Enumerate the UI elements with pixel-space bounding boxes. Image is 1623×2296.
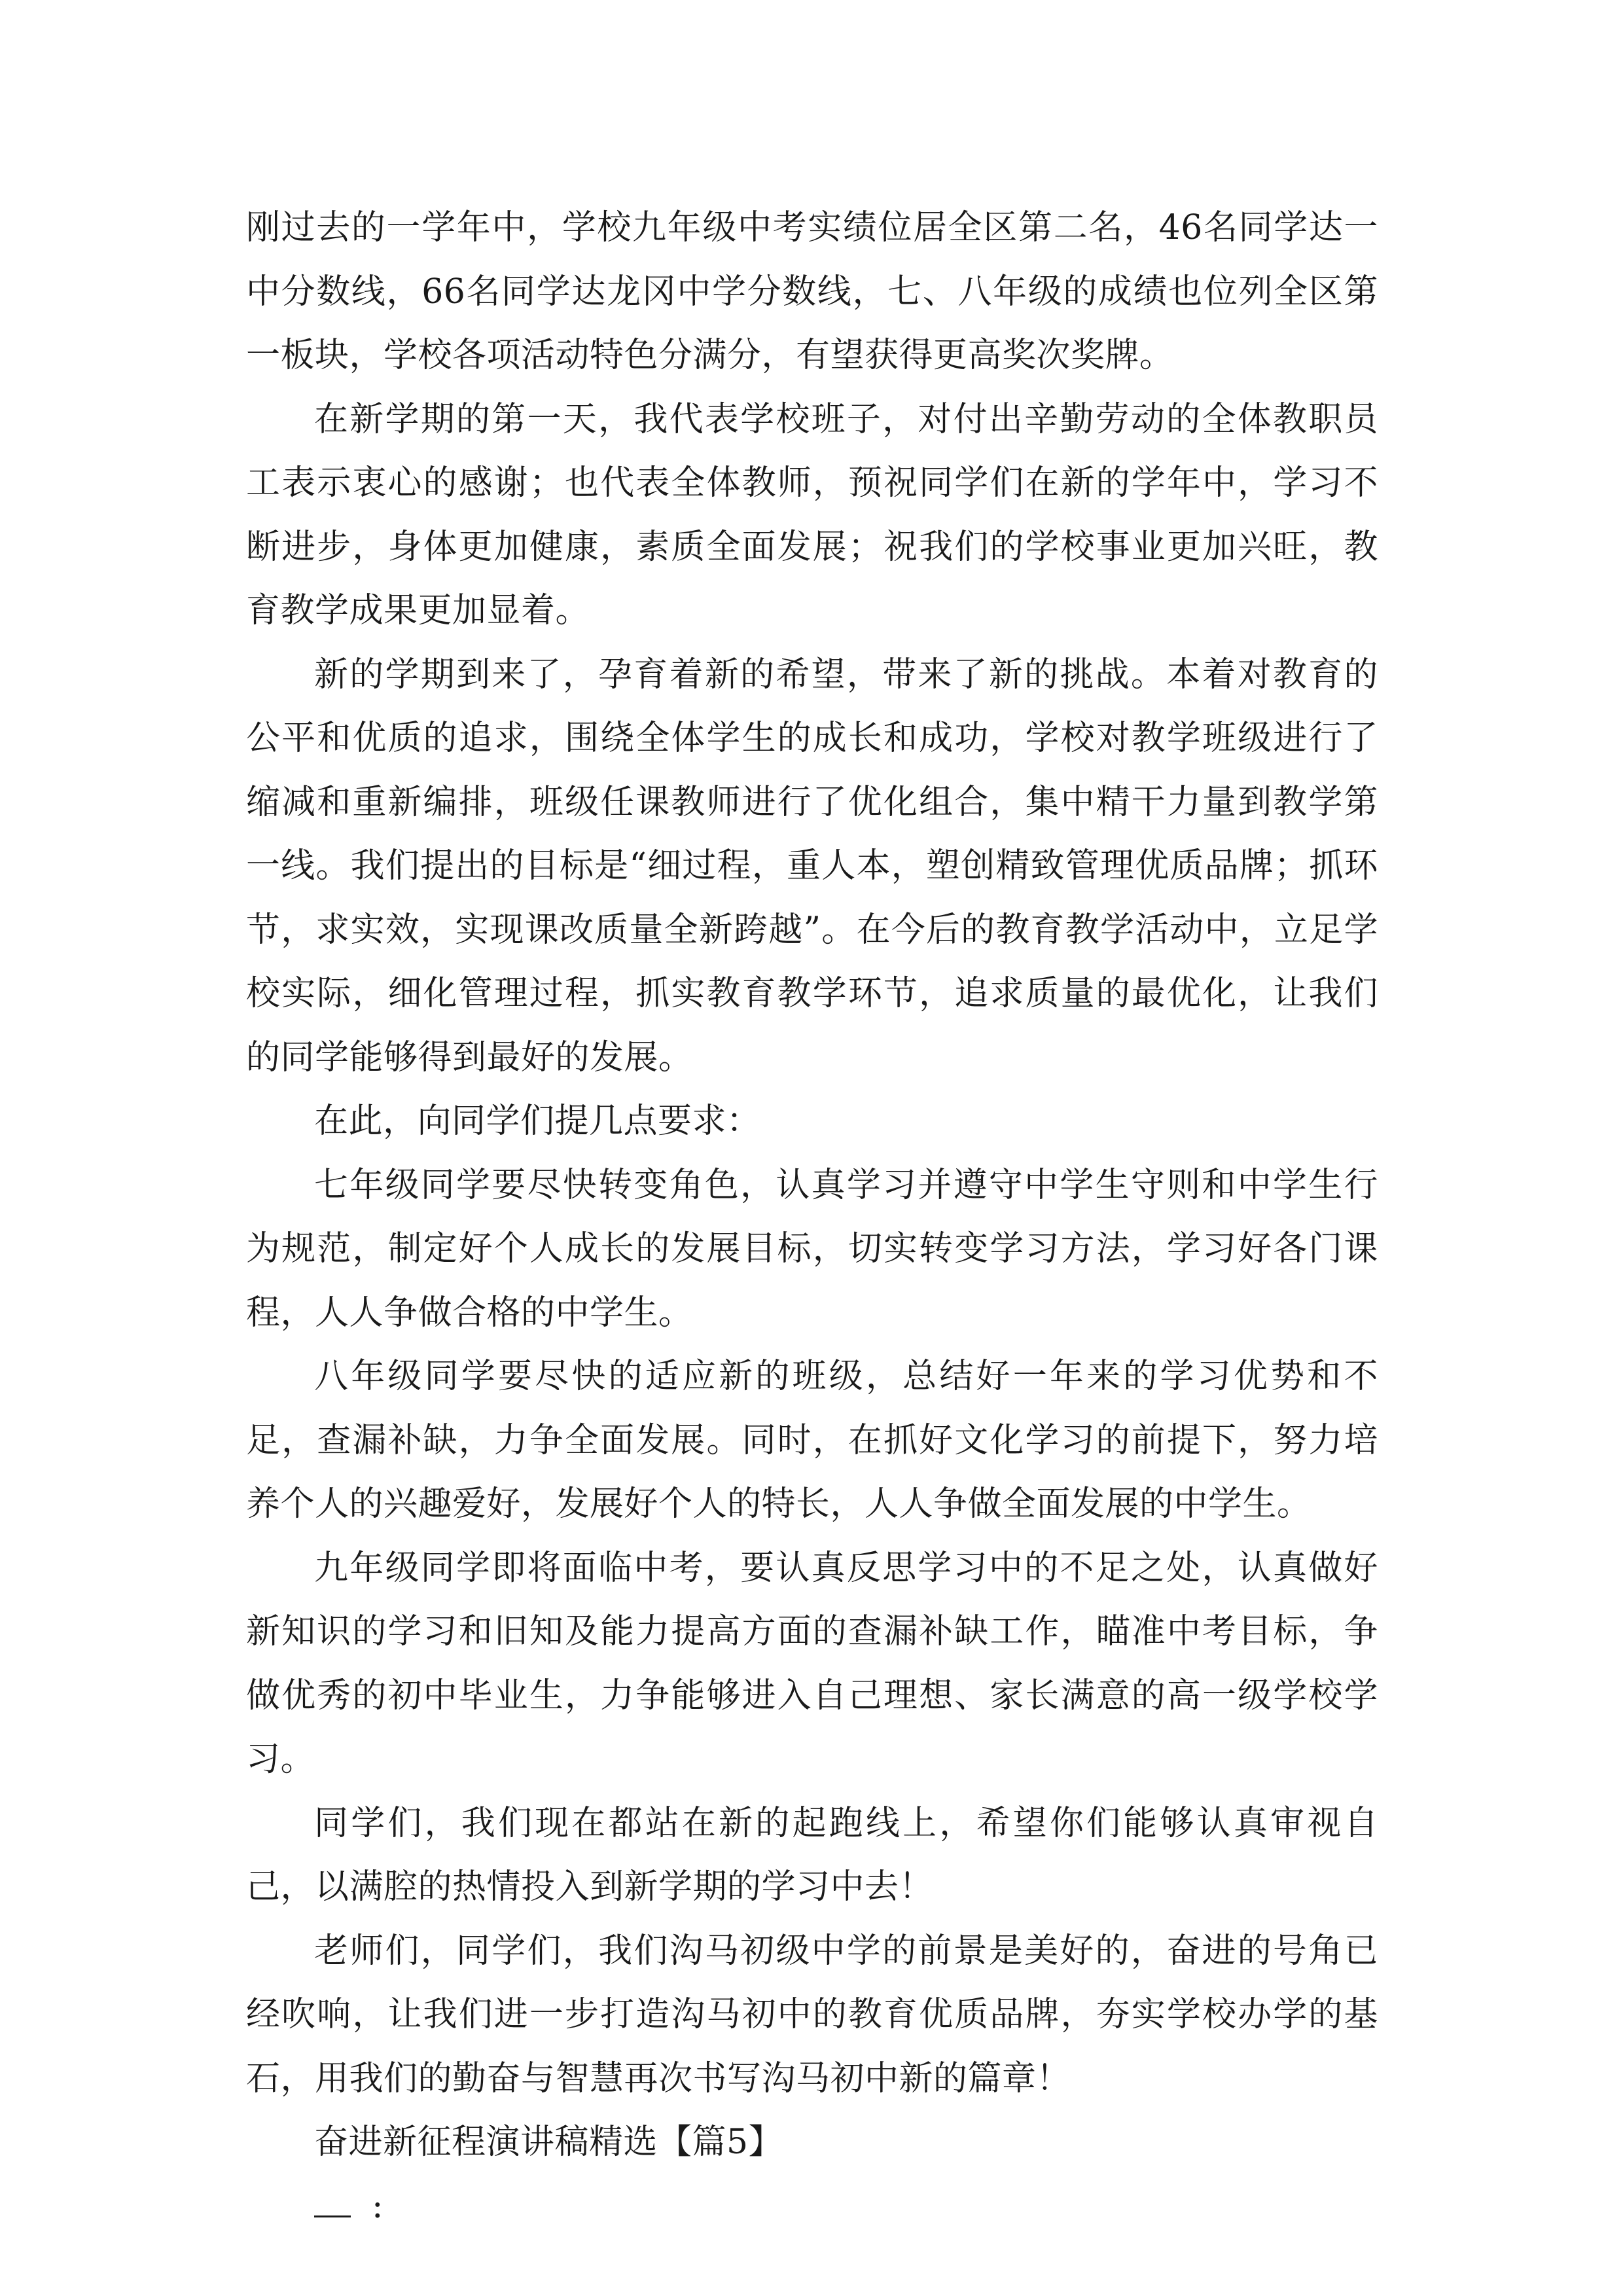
paragraph-grade-seven: 七年级同学要尽快转变角色，认真学习并遵守中学生守则和中学生行为规范，制定好个人成长的发展目标，切实转变学习方法，学习好各门课程，人人争做合格的中学生。 — [246, 1165, 1378, 1333]
document-body — [246, 196, 1378, 2238]
blank-underline — [314, 2215, 351, 2217]
paragraph-grade-nine: 九年级同学即将面临中考，要认真反思学习中的不足之处，认真做好新知识的学习和旧知及能力提高方面的查漏补缺工作，瞄准中考目标，争做优秀的初中毕业生，力争能够进入自己理想、家长满意的高一级学校学习。 — [246, 1548, 1378, 1779]
salutation-colon: : — [372, 2186, 384, 2226]
section-heading: 奋进新征程演讲稿精选【篇5】 — [314, 2123, 783, 2162]
paragraph-requirements-intro: 在此，向同学们提几点要求： — [314, 1102, 761, 1141]
paragraph-grade-eight: 八年级同学要尽快的适应新的班级，总结好一年来的学习优势和不足，查漏补缺，力争全面发展。同时，在抓好文化学习的前提下，努力培养个人的兴趣爱好，发展好个人的特长，人人争做全面发展的中学生。 — [246, 1357, 1378, 1524]
paragraph-new-term-thanks: 在新学期的第一天，我代表学校班子，对付出辛勤劳动的全体教职员工表示衷心的感谢；也代表全体教师，预祝同学们在新的学年中，学习不断进步，身体更加健康，素质全面发展；祝我们的学校事业更加兴旺，教育教学成果更加显着。 — [246, 399, 1378, 630]
paragraph-encouragement: 同学们，我们现在都站在新的起跑线上，希望你们能够认真审视自己，以满腔的热情投入到新学期的学习中去！ — [246, 1803, 1378, 1907]
salutation-blank-line — [246, 2175, 1378, 2239]
paragraph-new-term-goals: 新的学期到来了，孕育着新的希望，带来了新的挑战。本着对教育的公平和优质的追求，围绕全体学生的成长和成功，学校对教学班级进行了缩减和重新编排，班级任课教师进行了优化组合，集中精干力量到教学第一线。我们提出的目标是“细过程，重人本，塑创精致管理优质品牌；抓环节，求实效，实现课改质量全新跨越”。在今后的教育教学活动中，立足学校实际，细化管理过程，抓实教育教学环节，追求质量的最优化，让我们的同学能够得到最好的发展。 — [246, 655, 1378, 1077]
paragraph-closing: 老师们，同学们，我们沟马初级中学的前景是美好的，奋进的号角已经吹响，让我们进一步打造沟马初中的教育优质品牌，夯实学校办学的基石，用我们的勤奋与智慧再次书写沟马初中新的篇章！ — [246, 1931, 1378, 2098]
paragraph-results-summary: 刚过去的一学年中，学校九年级中考实绩位居全区第二名，46名同学达一中分数线，66名同学达龙冈中学分数线，七、八年级的成绩也位列全区第一板块，学校各项活动特色分满分，有望获得更高奖次奖牌。 — [246, 208, 1378, 375]
